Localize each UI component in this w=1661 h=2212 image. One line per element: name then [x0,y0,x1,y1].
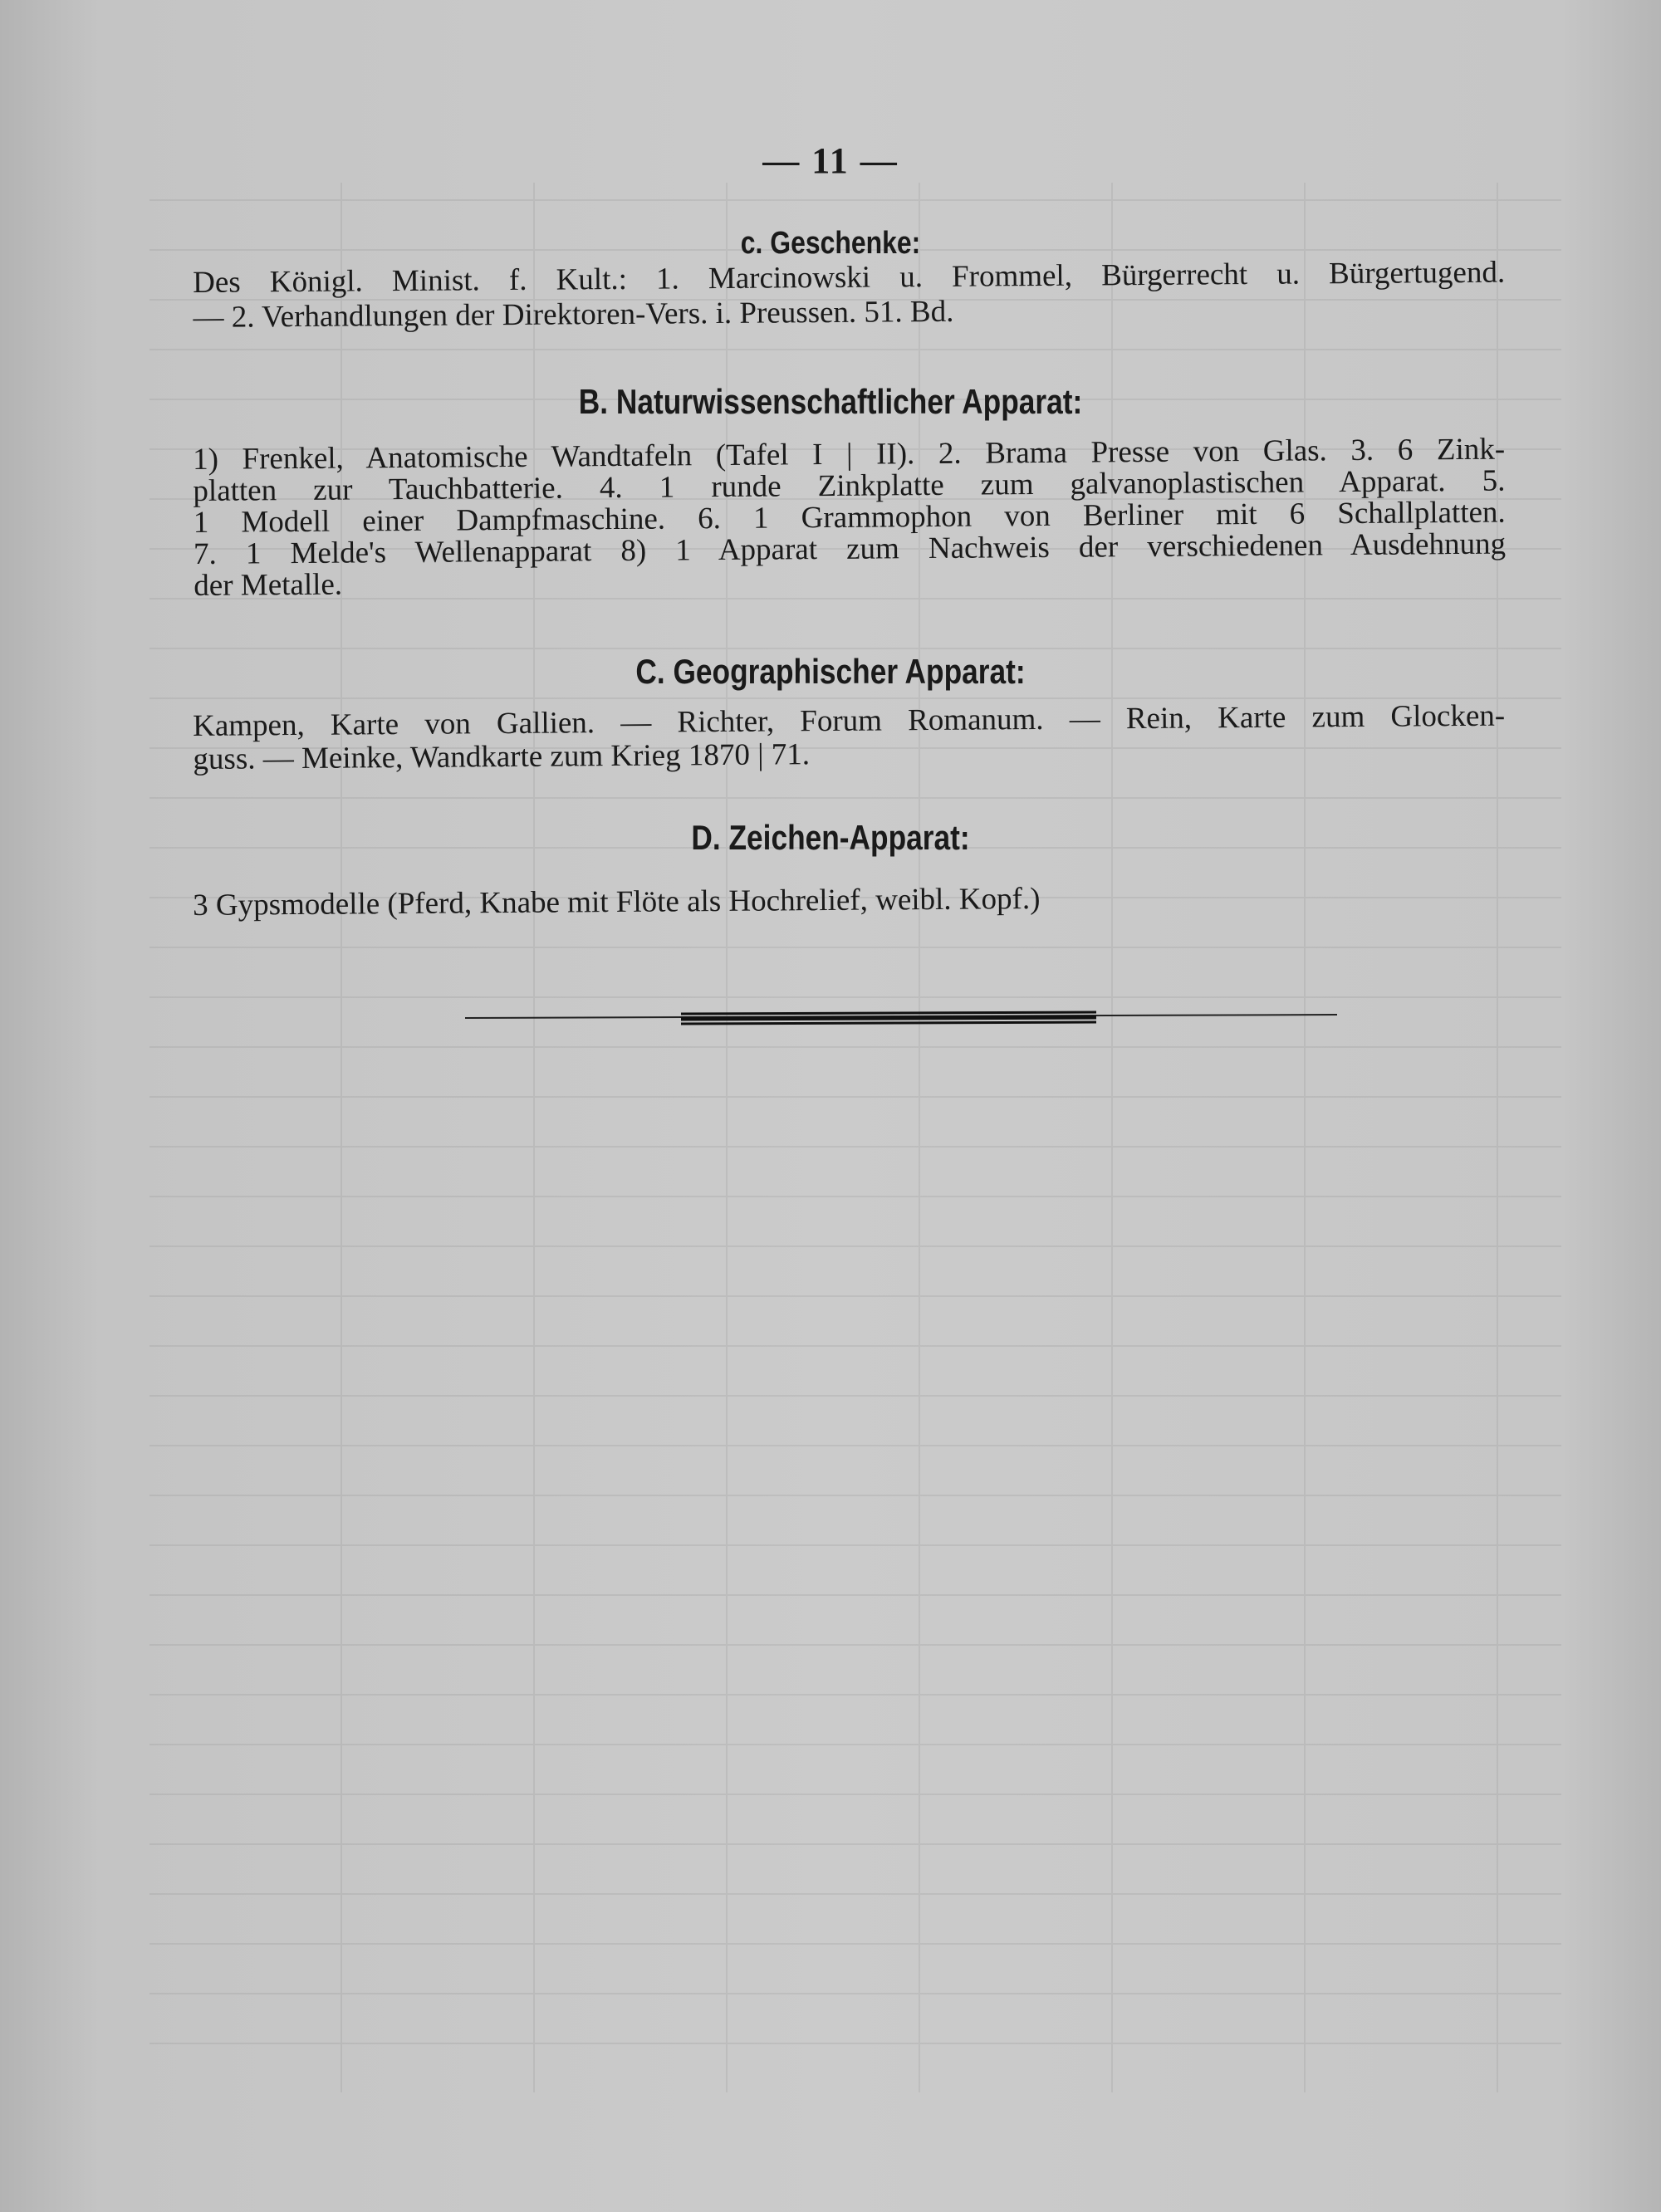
text-line: 3 Gypsmodelle (Pferd, Knabe mit Flöte als Hochrelief, weibl. Kopf.) [192,881,1041,922]
heading-naturwissenschaftlicher-apparat: B. Naturwissenschaftlicher Apparat: [578,382,1083,421]
paragraph-geographischer-apparat [193,700,1506,776]
heading-zeichen-apparat: D. Zeichen-Apparat: [691,818,970,857]
heading-geographischer-apparat: C. Geographischer Apparat: [635,652,1026,691]
paragraph-geschenke [193,256,1506,335]
paragraph-naturwissenschaftlicher-apparat [193,434,1506,602]
text-line: guss. — Meinke, Wandkarte zum Krieg 1870 | 71. [193,737,811,776]
heading-geschenke: c. Geschenke: [740,226,921,261]
text-line: der Metalle. [194,567,343,603]
text-line: 7. 1 Melde's Wellenapparat 8) 1 Apparat zum Nachweis der verschiedenen Ausdehnung [193,526,1507,571]
text-line: Des Königl. Minist. f. Kult.: 1. Marcinowski u. Frommel, Bürgerrecht u. Bürgertugend. [193,255,1506,300]
text-line: Kampen, Karte von Gallien. — Richter, Forum Romanum. — Rein, Karte zum Glocken- [192,698,1506,743]
text-line: 1 Modell einer Dampfmaschine. 6. 1 Grammophon von Berliner mit 6 Schallplatten. [193,495,1506,540]
text-line: 1) Frenkel, Anatomische Wandtafeln (Tafel I | II). 2. Brama Presse von Glas. 3. 6 Zink- [192,432,1506,477]
page-number: — 11 — [762,140,899,181]
decorative-end-rule [465,1005,1337,1030]
text-line: platten zur Tauchbatterie. 4. 1 runde Zinkplatte zum galvanoplastischen Apparat. 5. [193,463,1506,508]
text-line: — 2. Verhandlungen der Direktoren-Vers. i. Preussen. 51. Bd. [193,294,954,335]
